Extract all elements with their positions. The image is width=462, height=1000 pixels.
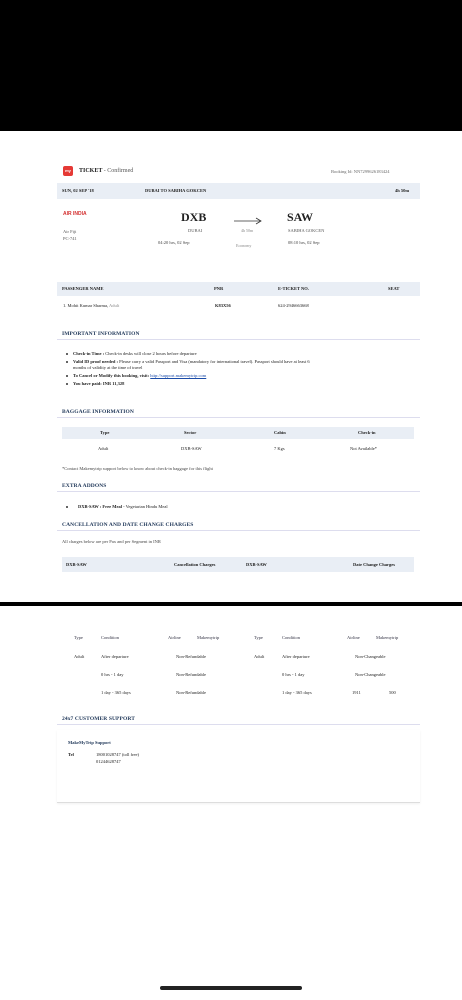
support-name: MakeMyTrip Support: [68, 740, 111, 745]
col-passenger: PASSENGER NAME: [62, 286, 104, 291]
left-row3-condition: 1 day - 365 days: [101, 690, 131, 695]
left-row2-condition: 0 hrs - 1 day: [101, 672, 124, 677]
left-col-type: Type: [74, 635, 83, 640]
left-col-condition: Condition: [101, 635, 120, 640]
divider: [57, 417, 420, 418]
to-code: SAW: [287, 210, 314, 224]
bag-col-checkin: Check-in: [358, 430, 376, 435]
right-row1-type: Adult: [254, 654, 265, 659]
support-box: [57, 730, 420, 803]
left-sector: DXB-SAW: [66, 562, 87, 567]
booking-id: Booking Id: NN7299626183424: [331, 169, 390, 174]
to-city: SABIHA GOKCEN: [288, 228, 325, 233]
bullet: [66, 353, 68, 355]
tel-label: Tel: [68, 752, 74, 757]
flight-arrow-icon: [233, 217, 263, 225]
cancellation-title: CANCELLATION AND DATE CHANGE CHARGES: [62, 522, 194, 528]
addon-item: DXB-SAW : Free Meal - Vegetarian Hindu Meal: [78, 504, 168, 509]
from-city: DUBAI: [188, 228, 203, 233]
bullet: [66, 506, 68, 508]
addons-title: EXTRA ADDONS: [62, 483, 107, 489]
right-row1-condition: After departure: [282, 654, 310, 659]
support-link[interactable]: http://support.makemytrip.com: [150, 373, 207, 378]
divider: [57, 530, 420, 531]
from-code: DXB: [181, 210, 207, 224]
col-seat: SEAT: [388, 286, 400, 291]
date-change-charges-title: Date Change Charges: [353, 562, 395, 567]
left-row3-value: Non-Refundable: [176, 690, 206, 695]
left-row1-type: Adult: [74, 654, 85, 659]
bag-col-sector: Sector: [184, 430, 197, 435]
trip-route: DUBAI TO SABIHA GOKCEN: [145, 188, 207, 193]
passenger-type: Adult: [109, 303, 120, 308]
right-row3-condition: 1 day - 365 days: [282, 690, 312, 695]
airline-name: Air Fiji: [63, 229, 77, 234]
arrival-time: 08:10 hrs, 02 Sep: [288, 240, 320, 245]
cabin-class: Economy: [236, 243, 252, 248]
id-proof-info-2: months of validity at the time of travel: [73, 365, 143, 370]
eticket-value: 624-2946663668: [278, 303, 309, 308]
bag-cabin: 7 Kgs: [274, 446, 285, 451]
col-pnr: PNR: [214, 286, 224, 291]
trip-date: SUN, 02 SEP '18: [62, 188, 94, 193]
left-row1-condition: After departure: [101, 654, 129, 659]
left-row1-value: Non-Refundable: [176, 654, 206, 659]
right-row2-value: Non-Changeable: [355, 672, 386, 677]
right-row3-makemytrip: 500: [389, 690, 396, 695]
baggage-note: *Contact Makemytrip support below to know about check-in baggage for this flight: [62, 466, 213, 471]
airline-logo: AIR INDIA: [63, 211, 87, 217]
departure-time: 04:20 hrs, 02 Sep: [158, 240, 190, 245]
tel-tollfree[interactable]: 18001028747 (toll free): [96, 752, 139, 757]
mid-duration: 4h 50m: [241, 228, 254, 233]
ticket-page-1: [0, 131, 462, 602]
tel-number[interactable]: 01244628747: [96, 759, 121, 764]
passenger-name: 1. Mohit Kumar Sharma, Adult: [63, 303, 120, 308]
cancellation-charges-title: Cancellation Charges: [174, 562, 216, 567]
checkin-info: Check-in Time : Check-in desks will close 2 hours before departure: [73, 351, 197, 356]
divider: [57, 339, 420, 340]
bullet: [66, 361, 68, 363]
passenger-header: [57, 282, 420, 296]
baggage-header: [62, 427, 414, 439]
pnr-value: K83X56: [215, 303, 231, 308]
bullet: [66, 375, 68, 377]
charges-header: [62, 557, 414, 572]
home-indicator[interactable]: [160, 986, 302, 990]
bullet: [66, 383, 68, 385]
right-sector: DXB-SAW: [246, 562, 267, 567]
right-col-makemytrip: Makemytrip: [376, 635, 399, 640]
left-col-airline: Airline: [168, 635, 181, 640]
left-col-makemytrip: Makemytrip: [197, 635, 220, 640]
bag-checkin: Not Available*: [350, 446, 378, 451]
important-info-title: IMPORTANT INFORMATION: [62, 331, 140, 337]
right-col-condition: Condition: [282, 635, 301, 640]
divider: [57, 491, 420, 492]
cancel-info: To Cancel or Modify this booking, visit: http://support.makemytrip.com: [73, 373, 207, 378]
bag-sector: DXB-SAW: [181, 446, 202, 451]
right-row1-value: Non-Changeable: [355, 654, 386, 659]
makemytrip-logo: my: [63, 166, 73, 176]
flight-number: PC-741: [63, 236, 77, 241]
bag-col-type: Type: [100, 430, 110, 435]
left-row2-value: Non-Refundable: [176, 672, 206, 677]
right-col-type: Type: [254, 635, 263, 640]
amount-paid: You have paid: INR 11,328: [73, 381, 125, 386]
divider: [57, 724, 420, 725]
baggage-title: BAGGAGE INFORMATION: [62, 409, 134, 415]
ticket-status: - Confirmed: [103, 168, 134, 174]
support-title: 24x7 CUSTOMER SUPPORT: [62, 716, 136, 722]
ticket-title: TICKET - Confirmed: [79, 168, 134, 174]
right-row2-condition: 0 hrs - 1 day: [282, 672, 305, 677]
trip-bar: [57, 183, 420, 199]
trip-duration: 4h 50m: [395, 188, 410, 193]
right-row3-airline: 1911: [352, 690, 361, 695]
col-eticket: E-TICKET NO.: [278, 286, 309, 291]
ticket-page-2: [0, 606, 462, 1000]
bag-col-cabin: Cabin: [274, 430, 286, 435]
cancellation-note: All charges below are per Pax and per Segment in INR: [62, 539, 161, 544]
bag-type: Adult: [98, 446, 109, 451]
right-col-airline: Airline: [347, 635, 360, 640]
id-proof-info: Valid ID proof needed : Please carry a valid Passport and Visa (mandatory for international travel). Passport should have at least 6: [73, 359, 310, 364]
